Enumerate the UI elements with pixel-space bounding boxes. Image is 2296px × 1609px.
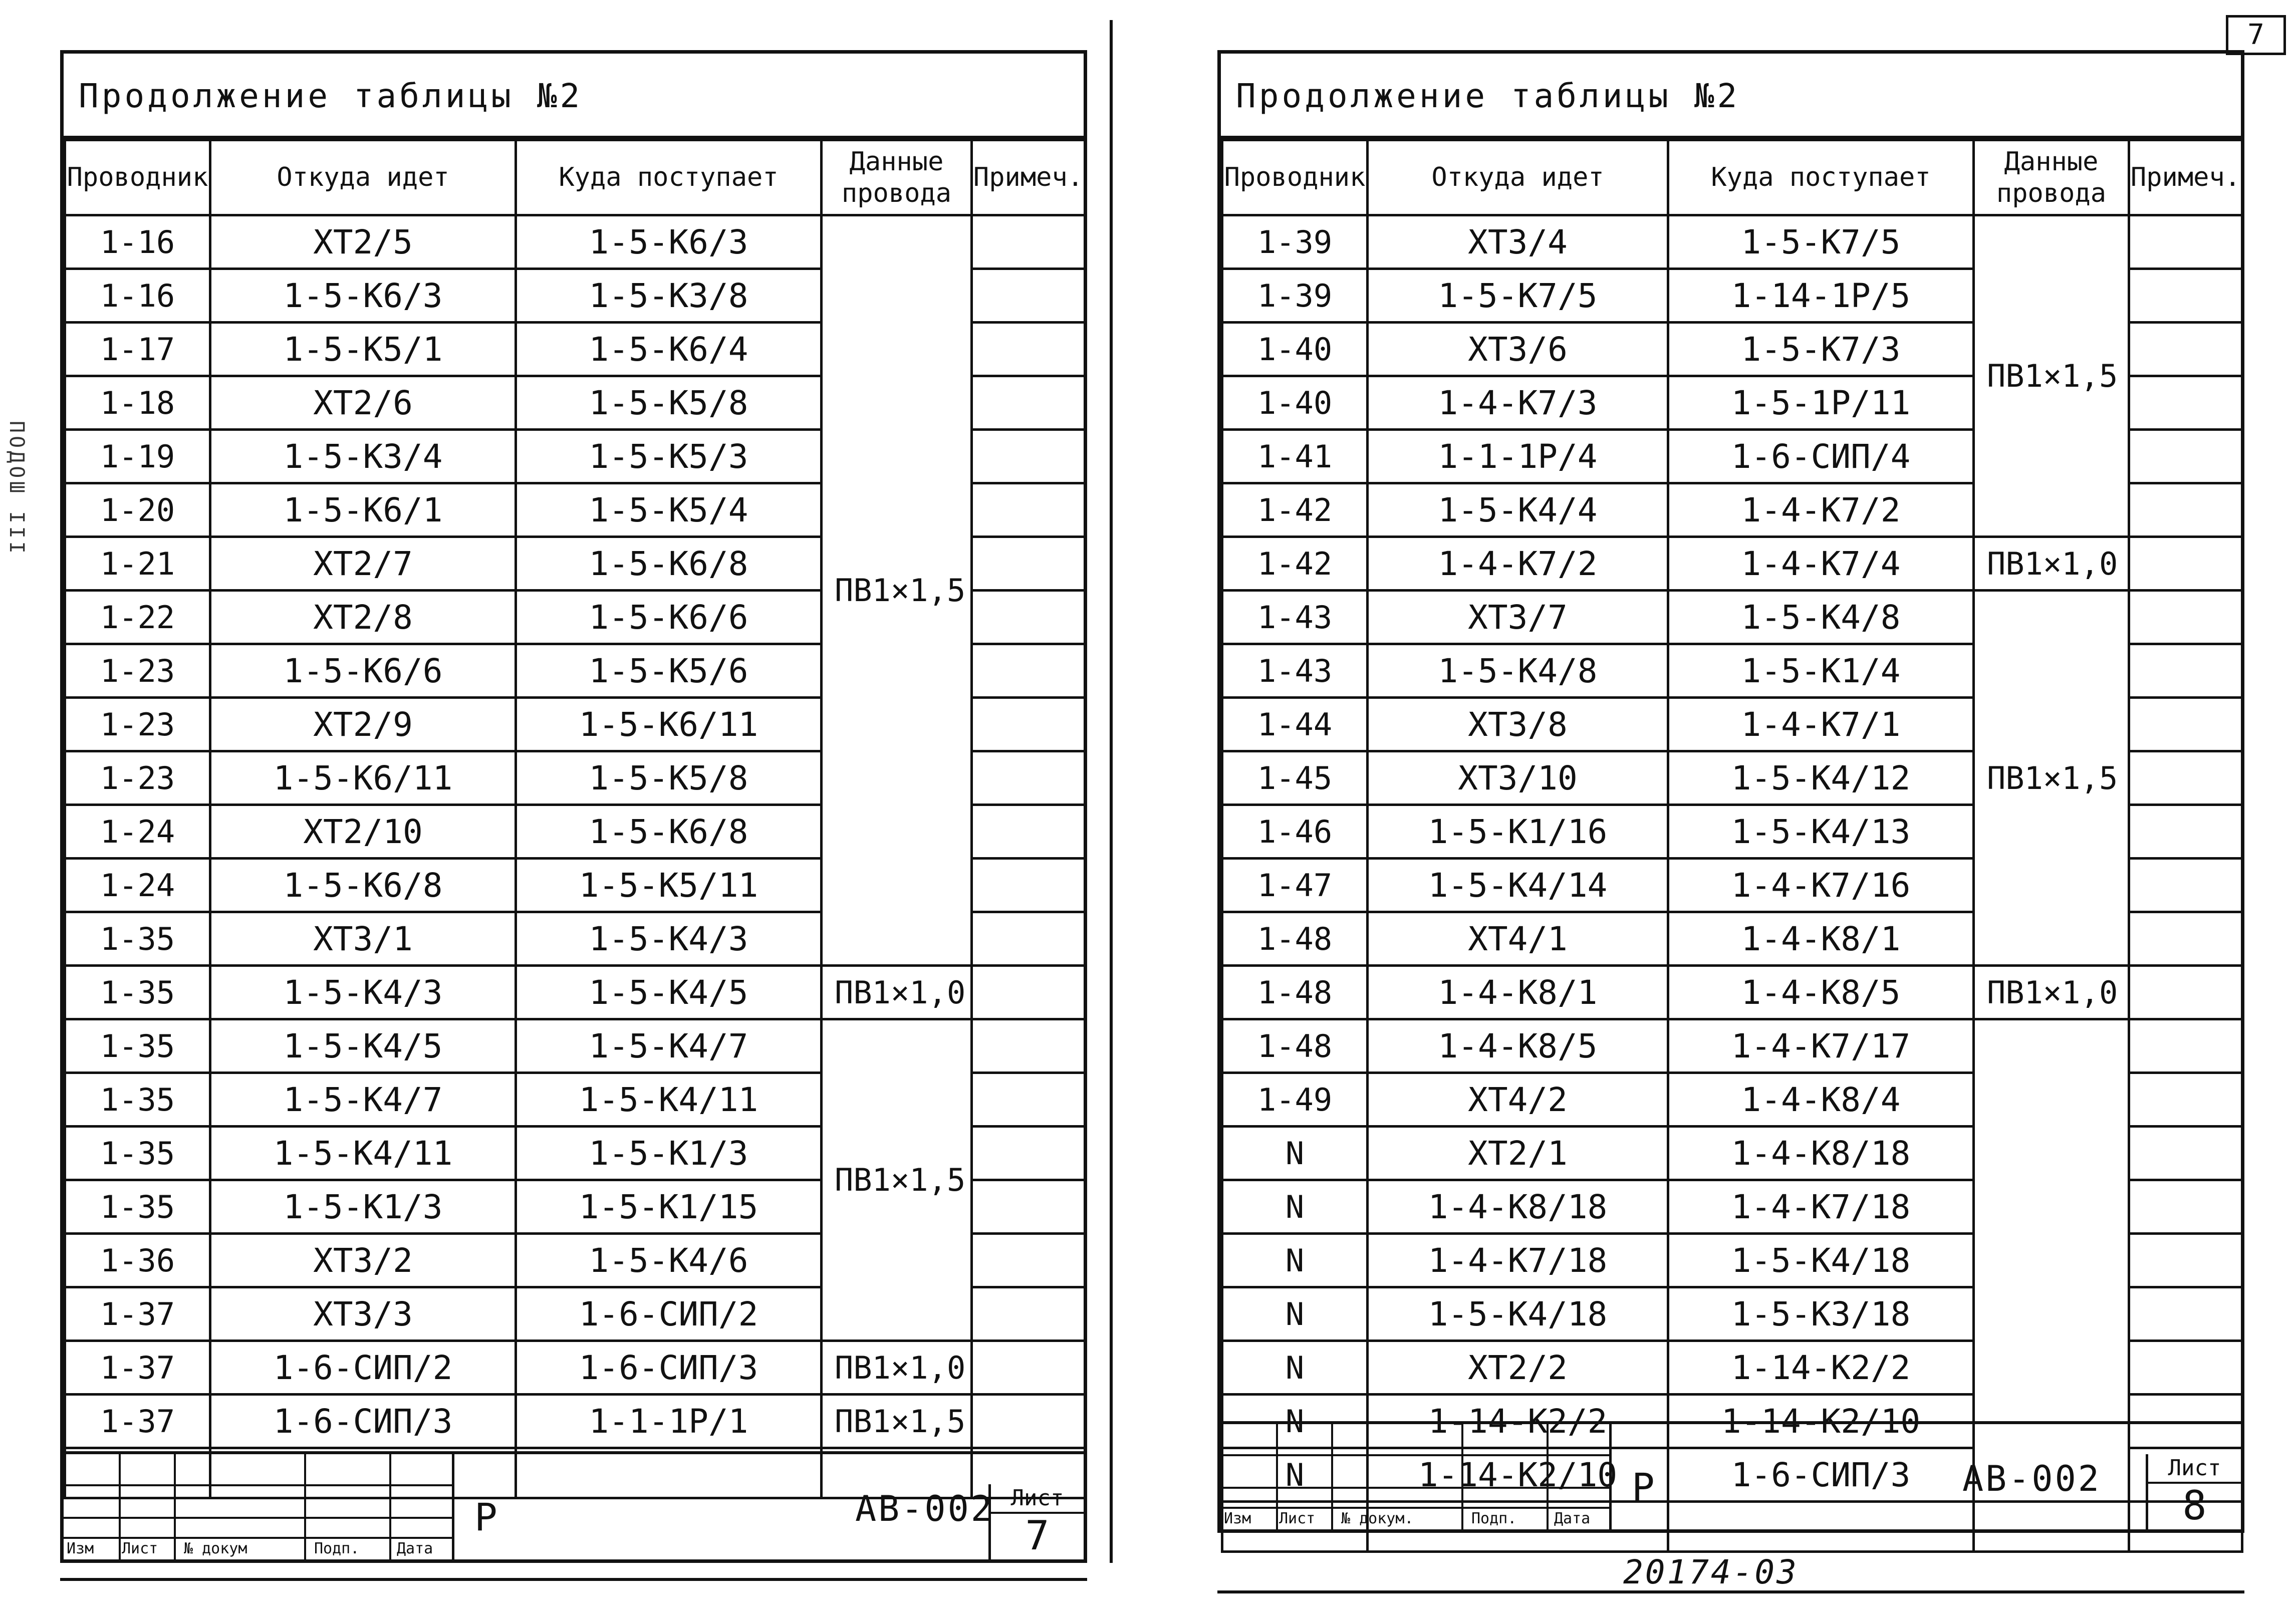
to-cell: 1-5-К3/18 [1668, 1287, 1974, 1341]
wire-data-group: ПВ1×1,5 [1974, 215, 2129, 537]
from-cell: 1-5-К6/1 [210, 483, 516, 537]
from-cell: 1-5-К1/3 [210, 1180, 516, 1234]
wire-cell: 1-35 [65, 1019, 210, 1073]
header-wire-data: Данные провода [1974, 140, 2129, 215]
to-cell: 1-5-К6/3 [516, 215, 822, 269]
stamp-col-izm: Изм [1224, 1510, 1251, 1527]
from-cell: ХТ2/6 [210, 376, 516, 430]
notes-cell [972, 859, 1085, 912]
notes-cell [972, 1287, 1085, 1341]
notes-cell [972, 430, 1085, 483]
wire-cell: 1-35 [65, 1073, 210, 1127]
wire-cell: 1-17 [65, 323, 210, 376]
wire-cell: 1-43 [1222, 591, 1368, 644]
right-wiring-table [1221, 139, 2243, 1553]
notes-cell [2129, 859, 2242, 912]
to-cell: 1-5-К6/4 [516, 323, 822, 376]
notes-cell [2129, 966, 2242, 1019]
header-wire: Проводник [1222, 140, 1368, 215]
from-cell: ХТ2/7 [210, 537, 516, 591]
notes-cell [2129, 912, 2242, 966]
notes-cell [2129, 698, 2242, 751]
to-cell: 1-5-К4/18 [1668, 1234, 1974, 1287]
wire-cell: 1-19 [65, 430, 210, 483]
table-row [65, 1395, 1085, 1448]
wire-cell: 1-23 [65, 698, 210, 751]
notes-cell [2129, 1073, 2242, 1127]
table-row [1222, 215, 2242, 269]
corner-page-mark: 7 [2226, 15, 2286, 55]
to-cell: 1-5-К4/12 [1668, 751, 1974, 805]
left-sheet-title: Продолжение таблицы №2 [64, 54, 1084, 139]
from-cell: 1-5-К4/5 [210, 1019, 516, 1073]
to-cell: 1-4-К7/1 [1668, 698, 1974, 751]
from-cell: ХТ2/9 [210, 698, 516, 751]
header-notes: Примеч. [2129, 140, 2242, 215]
from-cell: 1-14-К2/2 [1368, 1395, 1668, 1448]
table-row [1222, 537, 2242, 591]
to-cell: 1-6-СИП/3 [516, 1341, 822, 1395]
right-revision-grid [1221, 1424, 1612, 1529]
from-cell: 1-4-К7/3 [1368, 376, 1668, 430]
wire-cell: 1-20 [65, 483, 210, 537]
notes-cell [972, 483, 1085, 537]
to-cell: 1-5-К5/8 [516, 376, 822, 430]
notes-cell [2129, 269, 2242, 323]
notes-cell [972, 1395, 1085, 1448]
wire-cell: 1-37 [65, 1395, 210, 1448]
wire-cell: N [1222, 1180, 1368, 1234]
to-cell: 1-5-К4/13 [1668, 805, 1974, 859]
wire-cell: 1-46 [1222, 805, 1368, 859]
wire-cell: 1-21 [65, 537, 210, 591]
to-cell: 1-5-К6/6 [516, 591, 822, 644]
to-cell: 1-14-К2/10 [1668, 1395, 1974, 1448]
wire-cell: 1-35 [65, 1180, 210, 1234]
notes-cell [972, 323, 1085, 376]
header-wire-data: Данные провода [822, 140, 972, 215]
notes-cell [2129, 1341, 2242, 1395]
from-cell: ХТ2/10 [210, 805, 516, 859]
from-cell: 1-5-К4/18 [1368, 1287, 1668, 1341]
notes-cell [972, 966, 1085, 1019]
from-cell: 1-6-СИП/2 [210, 1341, 516, 1395]
right-sheet-title: Продолжение таблицы №2 [1221, 54, 2241, 139]
notes-cell [2129, 591, 2242, 644]
wire-cell: 1-22 [65, 591, 210, 644]
wire-cell: 1-39 [1222, 269, 1368, 323]
notes-cell [972, 269, 1085, 323]
notes-cell [972, 644, 1085, 698]
from-cell: 1-5-К6/6 [210, 644, 516, 698]
to-cell: 1-5-К6/8 [516, 805, 822, 859]
notes-cell [2129, 537, 2242, 591]
table-row [65, 215, 1085, 269]
wire-cell: 1-40 [1222, 376, 1368, 430]
right-title-block [1221, 1421, 2241, 1529]
to-cell: 1-4-К7/16 [1668, 859, 1974, 912]
notes-cell [2129, 1127, 2242, 1180]
wire-cell: 1-37 [65, 1287, 210, 1341]
wire-cell: 1-24 [65, 805, 210, 859]
wire-cell: 1-49 [1222, 1073, 1368, 1127]
header-to: Куда поступает [1668, 140, 1974, 215]
to-cell: 1-4-К8/1 [1668, 912, 1974, 966]
wire-cell: 1-36 [65, 1234, 210, 1287]
notes-cell [972, 805, 1085, 859]
stamp-col-sign: Подп. [314, 1540, 360, 1557]
stamp-col-date: Дата [397, 1540, 433, 1557]
stamp-col-list: Лист [1279, 1510, 1316, 1527]
to-cell: 1-5-К7/3 [1668, 323, 1974, 376]
from-cell: ХТ3/2 [210, 1234, 516, 1287]
wire-cell: 1-48 [1222, 912, 1368, 966]
from-cell: 1-5-К6/11 [210, 751, 516, 805]
notes-cell [2129, 1234, 2242, 1287]
left-title-block [64, 1451, 1084, 1559]
wire-cell: 1-16 [65, 215, 210, 269]
notes-cell [972, 912, 1085, 966]
notes-cell [2129, 1287, 2242, 1341]
left-stamp-r: Р [474, 1495, 497, 1539]
to-cell: 1-5-К3/8 [516, 269, 822, 323]
left-sheet-label: Лист [991, 1484, 1084, 1514]
to-cell: 1-4-К7/4 [1668, 537, 1974, 591]
to-cell: 1-4-К7/17 [1668, 1019, 1974, 1073]
to-cell: 1-5-К7/5 [1668, 215, 1974, 269]
table-row [1222, 966, 2242, 1019]
left-revision-grid [64, 1454, 454, 1559]
header-wire: Проводник [65, 140, 210, 215]
to-cell: 1-5-К4/8 [1668, 591, 1974, 644]
to-cell: 1-4-К8/5 [1668, 966, 1974, 1019]
to-cell: 1-5-К1/3 [516, 1127, 822, 1180]
wire-cell: 1-24 [65, 859, 210, 912]
from-cell: 1-4-К8/5 [1368, 1019, 1668, 1073]
wire-cell: N [1222, 1341, 1368, 1395]
left-wiring-table [64, 139, 1086, 1499]
notes-cell [2129, 1019, 2242, 1073]
to-cell: 1-6-СИП/3 [1668, 1448, 1974, 1502]
table-row [65, 966, 1085, 1019]
notes-cell [2129, 215, 2242, 269]
to-cell: 1-5-К5/8 [516, 751, 822, 805]
wire-cell: 1-23 [65, 751, 210, 805]
wire-data-group: ПВ1×1,0 [1974, 966, 2129, 1019]
from-cell: 1-5-К6/3 [210, 269, 516, 323]
notes-cell [972, 1234, 1085, 1287]
to-cell: 1-5-К4/11 [516, 1073, 822, 1127]
from-cell: 1-5-К4/14 [1368, 859, 1668, 912]
to-cell: 1-5-К5/4 [516, 483, 822, 537]
stamp-col-izm: Изм [67, 1540, 94, 1557]
left-document-code: АВ-002 [855, 1488, 994, 1529]
wire-data-group: ПВ1×1,5 [822, 1395, 972, 1448]
notes-cell [2129, 644, 2242, 698]
to-cell: 1-5-К4/7 [516, 1019, 822, 1073]
notes-cell [2129, 430, 2242, 483]
from-cell: ХТ3/8 [1368, 698, 1668, 751]
left-sheet-number: 7 [1025, 1512, 1050, 1559]
from-cell: ХТ3/1 [210, 912, 516, 966]
notes-cell [972, 751, 1085, 805]
wire-cell: 1-37 [65, 1341, 210, 1395]
table-row [1222, 1019, 2242, 1073]
from-cell: ХТ2/5 [210, 215, 516, 269]
stamp-col-doc: № докум. [1341, 1510, 1414, 1527]
from-cell: 1-4-К8/18 [1368, 1180, 1668, 1234]
archive-number: 20174-03 [1623, 1553, 1799, 1591]
from-cell: 1-5-К4/3 [210, 966, 516, 1019]
notes-cell [972, 376, 1085, 430]
notes-cell [2129, 751, 2242, 805]
to-cell: 1-5-К5/11 [516, 859, 822, 912]
from-cell: 1-14-К2/10 [1368, 1448, 1668, 1502]
notes-cell [972, 537, 1085, 591]
to-cell: 1-5-К5/3 [516, 430, 822, 483]
notes-cell [972, 1019, 1085, 1073]
wire-cell: 1-18 [65, 376, 210, 430]
wire-cell: 1-44 [1222, 698, 1368, 751]
from-cell: 1-5-К4/11 [210, 1127, 516, 1180]
to-cell: 1-4-К7/2 [1668, 483, 1974, 537]
from-cell: ХТ2/2 [1368, 1341, 1668, 1395]
from-cell: 1-5-К3/4 [210, 430, 516, 483]
to-cell: 1-14-К2/2 [1668, 1341, 1974, 1395]
wire-data-group: ПВ1×1,0 [1974, 537, 2129, 591]
from-cell: ХТ2/1 [1368, 1127, 1668, 1180]
wire-cell: 1-42 [1222, 483, 1368, 537]
notes-cell [972, 1341, 1085, 1395]
wire-data-group: ПВ1×1,5 [822, 215, 972, 966]
left-sheet-number-box [988, 1484, 1084, 1559]
from-cell: ХТ2/8 [210, 591, 516, 644]
from-cell: 1-5-К6/8 [210, 859, 516, 912]
to-cell: 1-5-К4/5 [516, 966, 822, 1019]
right-sheet-label: Лист [2148, 1454, 2241, 1484]
from-cell: 1-5-К4/8 [1368, 644, 1668, 698]
right-document-code: АВ-002 [1962, 1458, 2101, 1499]
wire-data-group: ПВ1×1,5 [822, 1019, 972, 1341]
wire-cell: N [1222, 1287, 1368, 1341]
to-cell: 1-5-К1/15 [516, 1180, 822, 1234]
wire-cell: 1-35 [65, 1127, 210, 1180]
to-cell: 1-6-СИП/2 [516, 1287, 822, 1341]
notes-cell [972, 591, 1085, 644]
notes-cell [972, 1073, 1085, 1127]
from-cell: 1-4-К7/2 [1368, 537, 1668, 591]
margin-mark: ПОДОШ III [5, 421, 28, 557]
from-cell: ХТ3/6 [1368, 323, 1668, 376]
to-cell: 1-4-К8/18 [1668, 1127, 1974, 1180]
to-cell: 1-5-К4/3 [516, 912, 822, 966]
notes-cell [2129, 376, 2242, 430]
from-cell: 1-4-К8/1 [1368, 966, 1668, 1019]
from-cell: 1-5-К4/4 [1368, 483, 1668, 537]
wire-cell: N [1222, 1395, 1368, 1448]
from-cell: 1-4-К7/18 [1368, 1234, 1668, 1287]
wire-cell: 1-41 [1222, 430, 1368, 483]
header-notes: Примеч. [972, 140, 1085, 215]
to-cell: 1-4-К8/4 [1668, 1073, 1974, 1127]
from-cell: 1-5-К5/1 [210, 323, 516, 376]
notes-cell [972, 698, 1085, 751]
wire-cell: 1-16 [65, 269, 210, 323]
wire-cell: 1-35 [65, 912, 210, 966]
from-cell: 1-6-СИП/3 [210, 1395, 516, 1448]
right-sheet-number-box [2146, 1454, 2241, 1529]
to-cell: 1-6-СИП/4 [1668, 430, 1974, 483]
right-stamp-r: Р [1632, 1465, 1655, 1509]
from-cell: ХТ3/7 [1368, 591, 1668, 644]
from-cell: 1-5-К1/16 [1368, 805, 1668, 859]
stamp-col-sign: Подп. [1471, 1510, 1517, 1527]
fold-line [1110, 20, 1113, 1563]
wire-cell: N [1222, 1127, 1368, 1180]
table-row [65, 1019, 1085, 1073]
stamp-col-doc: № докум [184, 1540, 247, 1557]
from-cell: ХТ4/2 [1368, 1073, 1668, 1127]
stamp-col-list: Лист [122, 1540, 158, 1557]
wire-cell: 1-40 [1222, 323, 1368, 376]
table-row [65, 1341, 1085, 1395]
to-cell: 1-4-К7/18 [1668, 1180, 1974, 1234]
notes-cell [972, 1180, 1085, 1234]
from-cell: ХТ3/10 [1368, 751, 1668, 805]
right-sheet [1217, 50, 2244, 1533]
notes-cell [2129, 805, 2242, 859]
right-sheet-number: 8 [2182, 1482, 2207, 1529]
left-sheet [60, 50, 1087, 1563]
from-cell: 1-5-К7/5 [1368, 269, 1668, 323]
wire-cell: N [1222, 1234, 1368, 1287]
notes-cell [2129, 483, 2242, 537]
to-cell: 1-14-1Р/5 [1668, 269, 1974, 323]
to-cell: 1-5-1Р/11 [1668, 376, 1974, 430]
wire-cell: 1-35 [65, 966, 210, 1019]
from-cell: ХТ4/1 [1368, 912, 1668, 966]
from-cell: 1-5-К4/7 [210, 1073, 516, 1127]
notes-cell [972, 1127, 1085, 1180]
header-from: Откуда идет [210, 140, 516, 215]
notes-cell [2129, 323, 2242, 376]
wire-cell: 1-42 [1222, 537, 1368, 591]
wire-cell: 1-45 [1222, 751, 1368, 805]
from-cell: ХТ3/4 [1368, 215, 1668, 269]
wire-cell: 1-48 [1222, 1019, 1368, 1073]
wire-cell: N [1222, 1448, 1368, 1502]
to-cell: 1-5-К6/8 [516, 537, 822, 591]
wire-data-group: ПВ1×1,0 [822, 1341, 972, 1395]
wire-cell: 1-39 [1222, 215, 1368, 269]
bottom-rule-left [60, 1578, 1087, 1581]
notes-cell [972, 215, 1085, 269]
table-row [1222, 591, 2242, 644]
from-cell: 1-1-1Р/4 [1368, 430, 1668, 483]
wire-data-group: ПВ1×1,5 [1974, 591, 2129, 966]
to-cell: 1-5-К4/6 [516, 1234, 822, 1287]
to-cell: 1-5-К1/4 [1668, 644, 1974, 698]
header-to: Куда поступает [516, 140, 822, 215]
wire-cell: 1-47 [1222, 859, 1368, 912]
wire-cell: 1-43 [1222, 644, 1368, 698]
wire-cell: 1-48 [1222, 966, 1368, 1019]
stamp-col-date: Дата [1554, 1510, 1591, 1527]
header-from: Откуда идет [1368, 140, 1668, 215]
wire-data-group: ПВ1×1,0 [822, 966, 972, 1019]
wire-cell: 1-23 [65, 644, 210, 698]
to-cell: 1-5-К6/11 [516, 698, 822, 751]
to-cell: 1-1-1Р/1 [516, 1395, 822, 1448]
notes-cell [2129, 1180, 2242, 1234]
from-cell: ХТ3/3 [210, 1287, 516, 1341]
to-cell: 1-5-К5/6 [516, 644, 822, 698]
